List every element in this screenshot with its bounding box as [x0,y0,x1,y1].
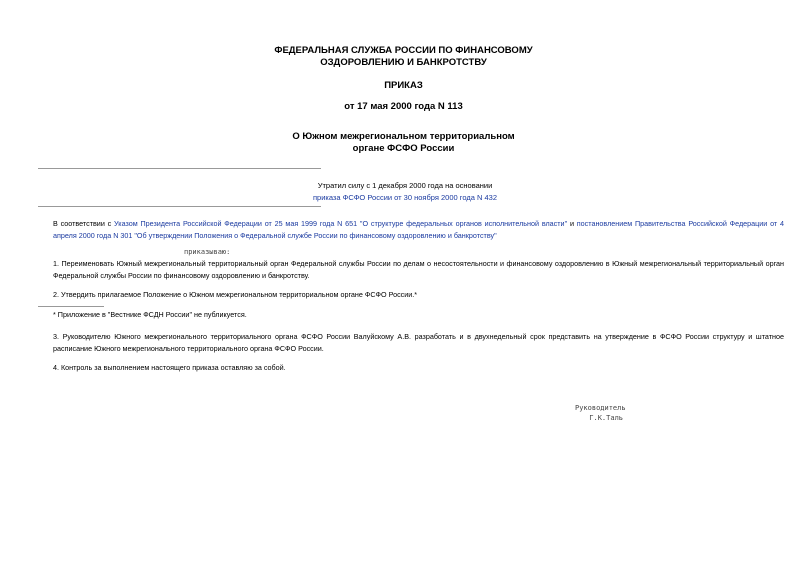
order-word: приказываю: [184,248,231,256]
doc-type: ПРИКАЗ [384,80,423,91]
divider-bottom [38,206,321,207]
preamble-prefix: В соответствии с [53,219,115,228]
signature-name: Г.К.Таль [589,414,623,422]
subject-line-2: органе ФСФО России [352,143,455,154]
status-note-text: Утратил силу с 1 декабря 2000 года на основании [317,181,493,190]
item-4: 4. Контроль за выполнением настоящего приказа оставляю за собой. [53,363,286,372]
agency-line-2: ОЗДОРОВЛЕНИЮ И БАНКРОТСТВУ [320,57,487,68]
agency-line-1: ФЕДЕРАЛЬНАЯ СЛУЖБА РОССИИ ПО ФИНАНСОВОМУ [274,45,533,56]
divider-top [38,168,321,169]
resolution-link[interactable]: постановлением Правительства Российской Федерации от 4 апреля 2000 года N 301 "Об утверждении Положения о Федеральной службе России по финансовому оздоровлению и банкротству" [53,219,785,240]
signature-title: Руководитель [575,404,626,412]
footnote: * Приложение в "Вестнике ФСДН России" не публикуется. [53,310,247,319]
signature-block [575,403,626,423]
subject-title [0,131,807,155]
preamble-paragraph [38,218,784,241]
date-number: от 17 мая 2000 года N 113 [344,101,463,112]
footnote-divider [38,306,104,307]
status-note-link[interactable]: приказа ФСФО России от 30 ноября 2000 года N 432 [312,193,498,202]
agency-title [0,45,807,69]
status-note [250,180,560,204]
item-2: 2. Утвердить прилагаемое Положение о Южном межрегиональном территориальном органе ФСФО России.* [53,290,418,299]
item-3: 3. Руководителю Южного межрегионального территориального органа ФСФО России Валуйскому А.В. разработать и в двухнедельный срок представить на утверждение в ФСФО России структуру и штатное расписание Южного межрегионального территориального органа ФСФО России. [53,332,784,353]
decree-link[interactable]: Указом Президента Российской Федерации от 25 мая 1999 года N 651 "О структуре федеральных органов исполнительной власти" [114,219,568,228]
subject-line-1: О Южном межрегиональном территориальном [292,131,515,142]
preamble-middle: и [567,219,577,228]
item-1: 1. Переименовать Южный межрегиональный территориальный орган Федеральной службы России по делам о несостоятельности и финансовому оздоровлению в Южный межрегиональный территориальный орган Федеральной службы России по финансовому оздоровлению и банкротству. [53,259,784,280]
